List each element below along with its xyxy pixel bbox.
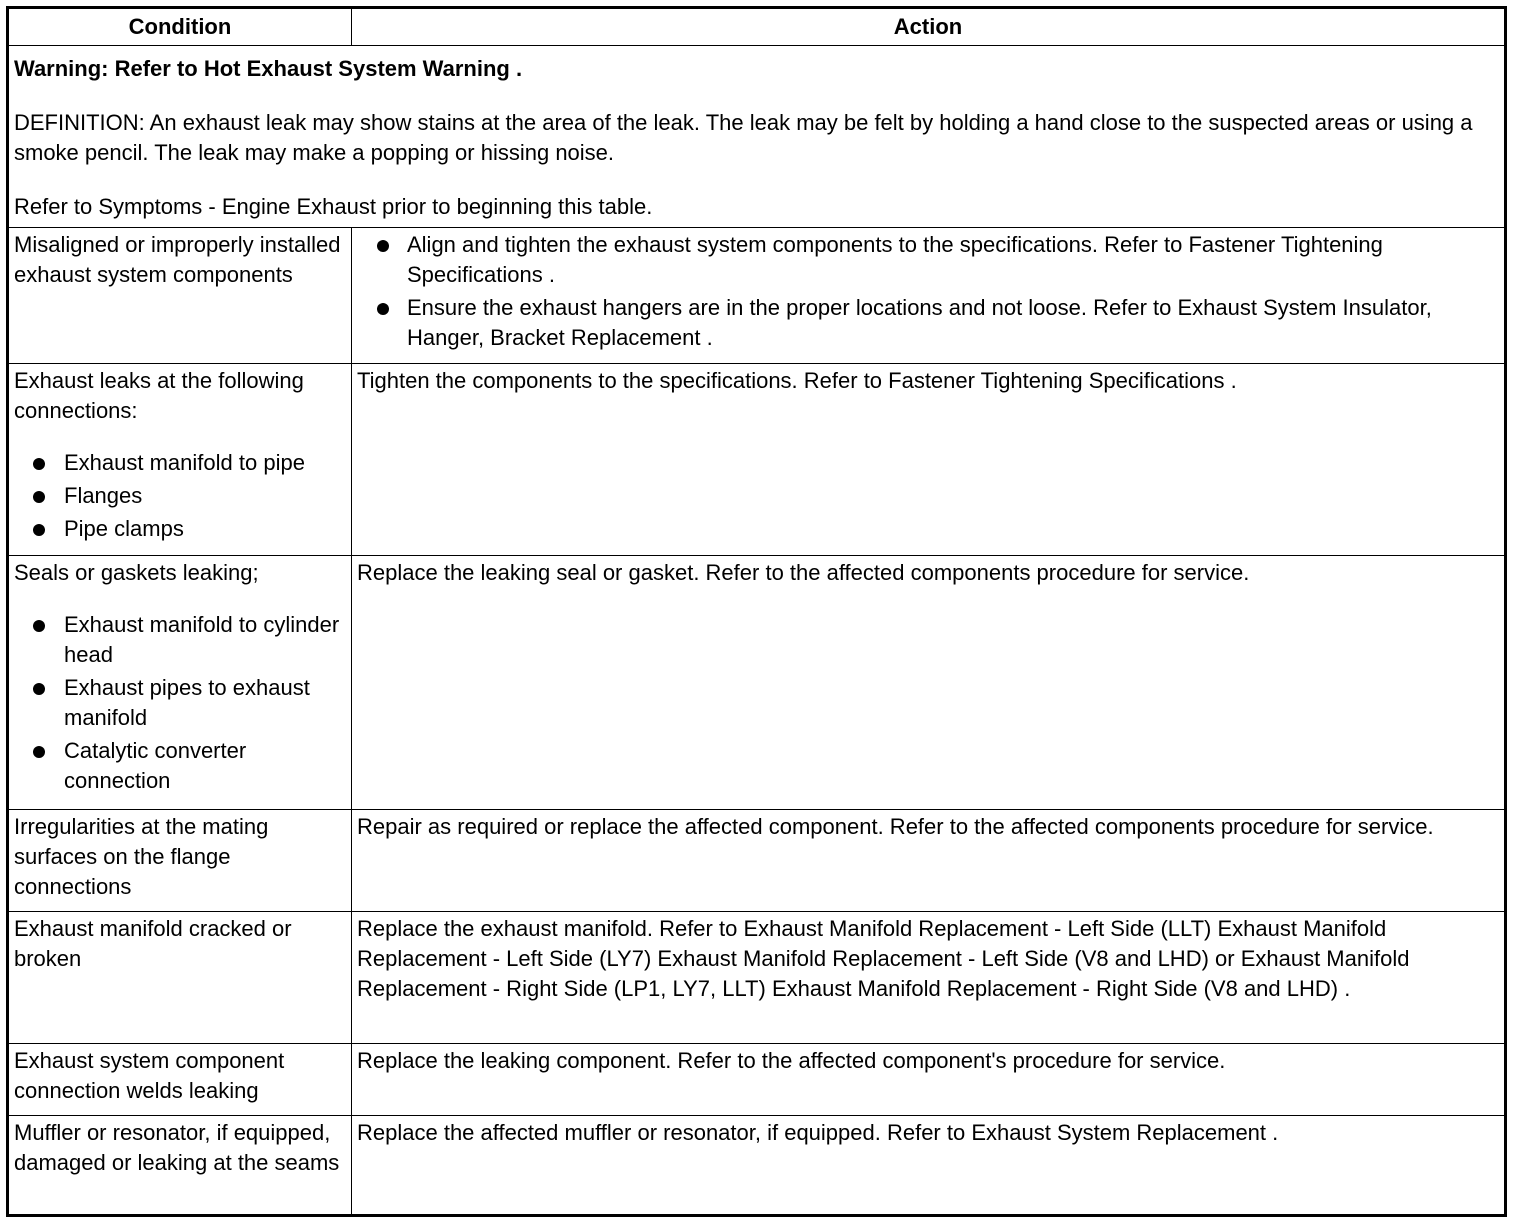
list-item — [14, 736, 346, 796]
bullet-icon — [33, 491, 45, 503]
bullet-text: Ensure the exhaust hangers are in the proper locations and not loose. Refer to Exhaust System Insulator, Hanger, Bracket Replacement . — [407, 295, 1432, 350]
bullet-text: Exhaust manifold to pipe — [64, 450, 305, 475]
condition-cell: Exhaust system component connection welds leaking — [8, 1044, 352, 1116]
warning-text: Warning: Refer to Hot Exhaust System Warning . — [14, 56, 523, 81]
condition-cell: Misaligned or improperly installed exhaust system components — [8, 228, 352, 364]
bullet-icon — [33, 620, 45, 632]
action-header: Action — [352, 8, 1506, 46]
condition-cell: Muffler or resonator, if equipped, damaged or leaking at the seams — [8, 1116, 352, 1216]
condition-cell: Exhaust manifold cracked or broken — [8, 912, 352, 1044]
bullet-text: Exhaust pipes to exhaust manifold — [64, 675, 310, 730]
condition-cell — [8, 556, 352, 810]
condition-cell: Irregularities at the mating surfaces on the flange connections — [8, 810, 352, 912]
table-row — [8, 1044, 1506, 1116]
table-row — [8, 1116, 1506, 1216]
bullet-text: Exhaust manifold to cylinder head — [64, 612, 340, 667]
bullet-icon — [33, 746, 45, 758]
diagnostic-table — [6, 6, 1507, 1217]
intro-row — [8, 46, 1506, 228]
list-item — [14, 481, 346, 511]
condition-text: Exhaust leaks at the following connections: — [14, 368, 304, 423]
action-cell: Replace the leaking seal or gasket. Refer to the affected components procedure for service. — [352, 556, 1506, 810]
bullet-text: Align and tighten the exhaust system components to the specifications. Refer to Fastener Tightening Specifications . — [407, 232, 1383, 287]
condition-header: Condition — [8, 8, 352, 46]
table-row — [8, 810, 1506, 912]
list-item — [357, 293, 1499, 353]
bullet-text: Pipe clamps — [64, 516, 184, 541]
action-cell: Replace the affected muffler or resonator, if equipped. Refer to Exhaust System Replacement . — [352, 1116, 1506, 1216]
bullet-icon — [377, 303, 389, 315]
bullet-text: Catalytic converter connection — [64, 738, 247, 793]
list-item — [357, 230, 1499, 290]
action-cell — [352, 228, 1506, 364]
list-item — [14, 514, 346, 544]
bullet-icon — [377, 240, 389, 252]
bullet-icon — [33, 458, 45, 470]
refer-text: Refer to Symptoms - Engine Exhaust prior to beginning this table. — [14, 194, 653, 219]
bullet-icon — [33, 683, 45, 695]
bullet-text: Flanges — [64, 483, 143, 508]
definition-text: DEFINITION: An exhaust leak may show stains at the area of the leak. The leak may be felt by holding a hand close to the suspected areas or using a smoke pencil. The leak may make a popping or hissing noise. — [14, 110, 1473, 165]
table-row — [8, 912, 1506, 1044]
table-row — [8, 556, 1506, 810]
header-row — [8, 8, 1506, 46]
condition-text: Seals or gaskets leaking; — [14, 560, 259, 585]
action-cell: Replace the exhaust manifold. Refer to Exhaust Manifold Replacement - Left Side (LLT) Exhaust Manifold Replacement - Left Side (LY7) Exhaust Manifold Replacement - Left Side (V8 and LHD) or Exhaust Manifold Replacement - Right Side (LP1, LY7, LLT) Exhaust Manifold Replacement - Right Side (V8 and LHD) . — [352, 912, 1506, 1044]
action-cell: Repair as required or replace the affected component. Refer to the affected components procedure for service. — [352, 810, 1506, 912]
action-cell: Replace the leaking component. Refer to the affected component's procedure for service. — [352, 1044, 1506, 1116]
intro-cell — [8, 46, 1506, 228]
bullet-icon — [33, 524, 45, 536]
list-item — [14, 448, 346, 478]
condition-cell — [8, 364, 352, 556]
list-item — [14, 610, 346, 670]
list-item — [14, 673, 346, 733]
action-cell: Tighten the components to the specifications. Refer to Fastener Tightening Specifications . — [352, 364, 1506, 556]
table-row — [8, 364, 1506, 556]
table-row — [8, 228, 1506, 364]
